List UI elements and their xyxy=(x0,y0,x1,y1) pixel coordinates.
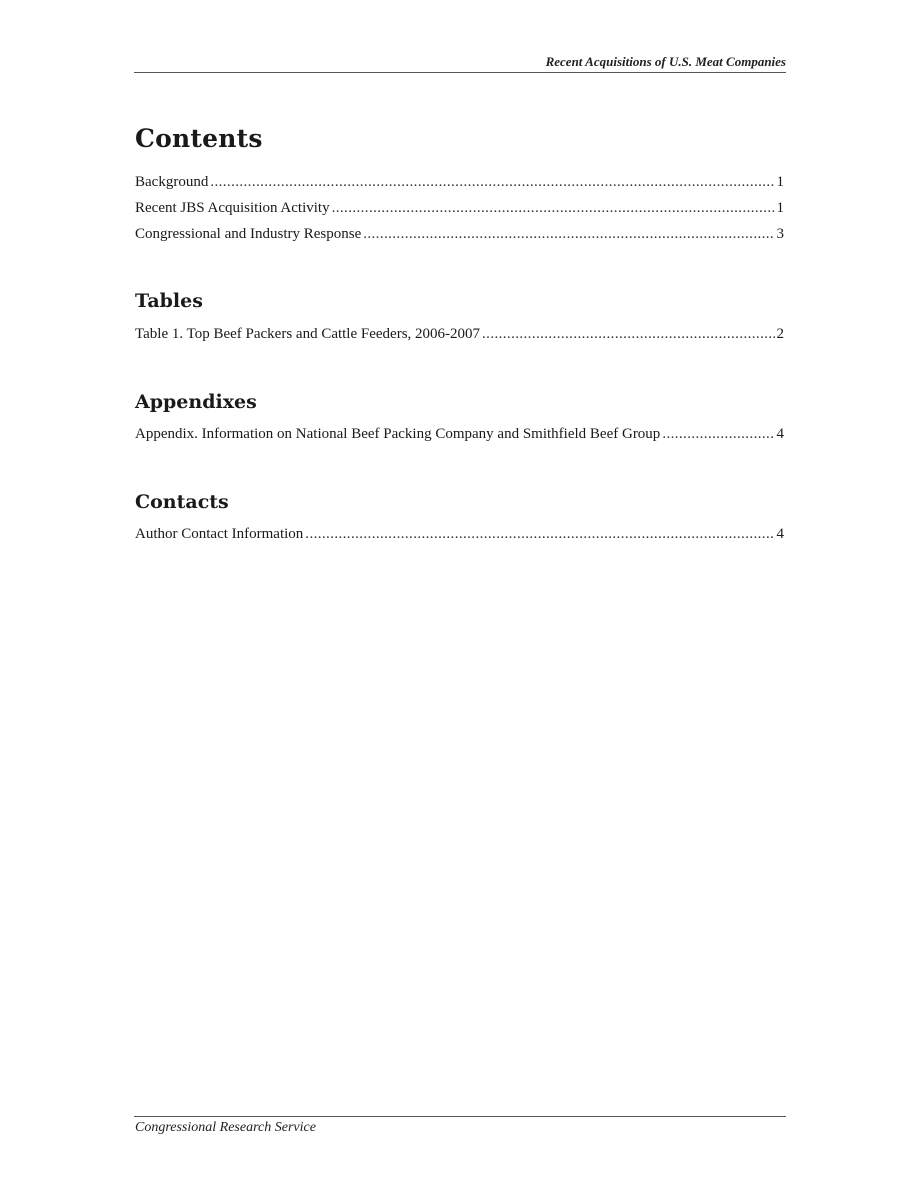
toc-entry-background[interactable] xyxy=(135,174,784,200)
running-footer: Congressional Research Service xyxy=(135,1120,316,1135)
appendixes-heading: Appendixes xyxy=(135,391,257,413)
contents-list xyxy=(135,174,784,252)
footer-rule xyxy=(134,1116,786,1117)
toc-entry-title: Table 1. Top Beef Packers and Cattle Feeders, 2006-2007 xyxy=(135,326,481,342)
dot-leader xyxy=(305,526,774,543)
toc-entry-table-1[interactable] xyxy=(135,326,784,352)
toc-page-number: 4 xyxy=(776,426,784,442)
toc-page-number: 1 xyxy=(776,200,784,216)
toc-page-number: 1 xyxy=(776,174,784,190)
toc-page-number: 3 xyxy=(776,226,784,242)
contacts-list xyxy=(135,526,784,552)
toc-entry-congressional-response[interactable] xyxy=(135,226,784,252)
toc-page-number: 4 xyxy=(776,526,784,542)
toc-entry-title: Congressional and Industry Response xyxy=(135,226,362,242)
contacts-heading: Contacts xyxy=(135,491,229,513)
running-header: Recent Acquisitions of U.S. Meat Companies xyxy=(545,54,786,69)
dot-leader xyxy=(332,200,775,217)
header-rule xyxy=(134,72,786,73)
tables-heading: Tables xyxy=(135,290,203,312)
toc-page-number: 2 xyxy=(776,326,784,342)
toc-entry-title: Appendix. Information on National Beef Packing Company and Smithfield Beef Group xyxy=(135,426,661,442)
toc-entry-jbs-acquisition[interactable] xyxy=(135,200,784,226)
dot-leader xyxy=(210,174,774,191)
dot-leader xyxy=(482,326,774,343)
toc-entry-appendix[interactable] xyxy=(135,426,784,452)
toc-entry-title: Author Contact Information xyxy=(135,526,304,542)
toc-entry-title: Background xyxy=(135,174,209,190)
dot-leader xyxy=(363,226,774,243)
toc-entry-title: Recent JBS Acquisition Activity xyxy=(135,200,330,216)
toc-entry-author-contact[interactable] xyxy=(135,526,784,552)
tables-list xyxy=(135,326,784,352)
contents-heading: Contents xyxy=(135,124,263,153)
appendixes-list xyxy=(135,426,784,452)
dot-leader xyxy=(662,426,774,443)
